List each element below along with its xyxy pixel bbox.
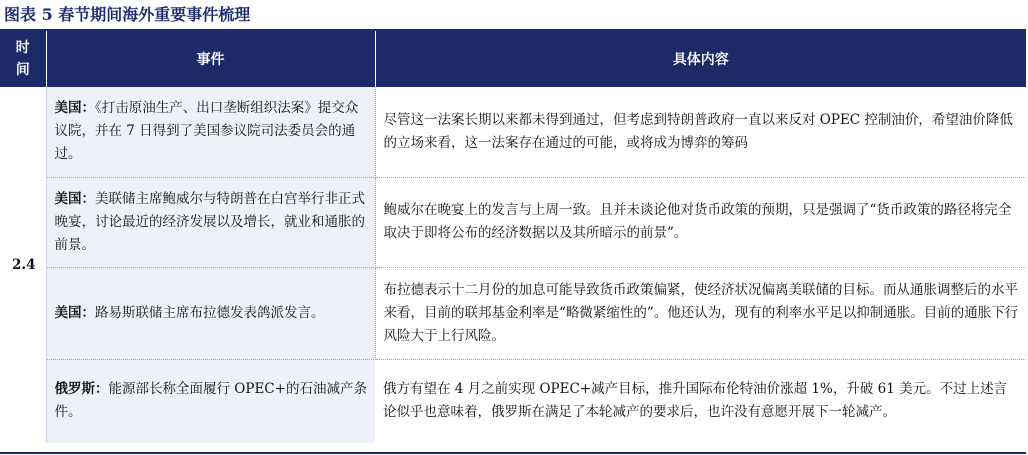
table-row <box>0 87 1026 177</box>
event-cell <box>46 359 375 443</box>
event-text: 《打击原油生产、出口垄断组织法案》提交众议院，并在 7 日得到了美国参议院司法委员会的通过。 <box>54 100 359 163</box>
country-label: 俄罗斯： <box>54 381 109 398</box>
figure-title: 图表 5 春节期间海外重要事件梳理 <box>4 5 251 24</box>
detail-cell: 俄方有望在 4 月之前实现 OPEC+减产目标，推升国际布伦特油价涨超 1%，升破 61 美元。不过上述言论似乎也意味着，俄罗斯在满足了本轮减产的要求后，也许没有意愿开展下一轮减产。 <box>375 359 1026 443</box>
event-text: 美联储主席鲍威尔与特朗普在白宫举行非正式晚宴，讨论最近的经济发展以及增长，就业和通胀的前景。 <box>54 190 365 253</box>
column-header-time-line2: 间 <box>15 62 30 78</box>
event-cell <box>46 177 375 267</box>
events-table <box>0 31 1026 443</box>
table-row <box>0 359 1026 443</box>
detail-cell: 布拉德表示十二月份的加息可能导致货币政策偏紧，使经济状况偏离美联储的目标。而从通胀调整后的水平来看，目前的联邦基金利率是“略微紧缩性的”。他还认为，现有的利率水平足以抑制通胀。目前的通胀下行风险大于上行风险。 <box>375 267 1026 359</box>
country-label: 美国： <box>54 304 95 321</box>
detail-cell: 鲍威尔在晚宴上的发言与上周一致。且并未谈论他对货币政策的预期，只是强调了“货币政策的路径将完全取决于即将公布的经济数据以及其所暗示的前景”。 <box>375 177 1026 267</box>
event-cell <box>46 267 375 359</box>
country-label: 美国： <box>54 190 95 207</box>
table-row <box>0 267 1026 359</box>
column-header-time-line1: 时 <box>15 40 30 56</box>
event-text: 能源部长称全面履行 OPEC+的石油减产条件。 <box>54 381 367 421</box>
column-header-time <box>0 31 46 87</box>
event-text: 路易斯联储主席布拉德发表鸽派发言。 <box>95 304 325 321</box>
table-row <box>0 177 1026 267</box>
country-label: 美国： <box>54 100 95 117</box>
bottom-rule <box>0 452 1026 454</box>
date-cell: 2.4 <box>0 87 46 443</box>
detail-cell: 尽管这一法案长期以来都未得到通过，但考虑到特朗普政府一直以来反对 OPEC 控制油价，希望油价降低的立场来看，这一法案存在通过的可能，或将成为博弈的筹码 <box>375 87 1026 177</box>
event-cell <box>46 87 375 177</box>
column-header-detail: 具体内容 <box>375 31 1026 87</box>
column-header-event: 事件 <box>46 31 375 87</box>
header-row <box>0 31 1026 87</box>
